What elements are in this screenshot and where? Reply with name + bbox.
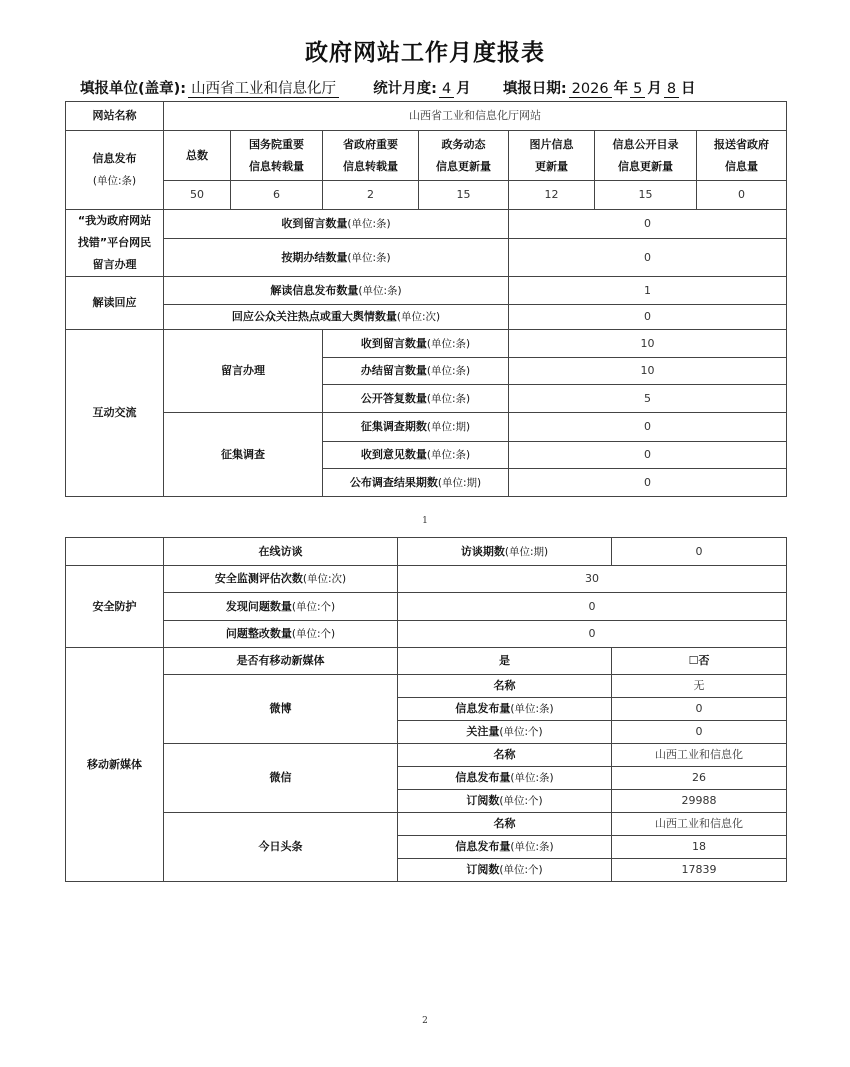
info-value-state-council: 6: [231, 181, 323, 210]
survey-opinions-text: 收到意见数量: [360, 448, 427, 461]
msg-received-text: 收到留言数量: [360, 336, 427, 350]
survey-periods-value: 0: [509, 413, 787, 442]
error-report-label-l1: “我为政府网站: [77, 214, 152, 227]
survey-results-value: 0: [509, 469, 787, 497]
interp-release-text: 解读信息发布数量: [270, 283, 359, 297]
security-found-label: [164, 593, 398, 621]
unit-label: 填报单位(盖章):: [80, 81, 187, 97]
msg-public-value: 5: [509, 385, 787, 413]
wechat-posts-text: 信息发布量: [455, 771, 511, 784]
mobile-media-label: 移动新媒体: [66, 648, 164, 882]
wechat-subs-text: 订阅数: [466, 794, 500, 807]
toutiao-subs-text: 订阅数: [466, 863, 500, 876]
month-value: 4: [439, 81, 454, 98]
has-mobile-no-cell: [612, 648, 787, 675]
survey-label: 征集调查: [164, 413, 323, 497]
wechat-subs-unit: (单位:个): [499, 795, 543, 807]
toutiao-name-value: 山西工业和信息化: [612, 813, 787, 836]
msg-public-unit: (单位:条): [426, 392, 471, 405]
info-col-gov-news: [419, 131, 509, 181]
info-col-5-line1: 信息公开目录: [612, 137, 679, 151]
weibo-followers-value: 0: [612, 721, 787, 744]
page-number-2: 2: [422, 1016, 428, 1026]
security-eval-text: 安全监测评估次数: [214, 572, 303, 585]
site-name-value: 山西省工业和信息化厅网站: [164, 102, 787, 131]
error-received-text: 收到留言数量: [281, 217, 348, 230]
error-received-unit: (单位:条): [347, 218, 391, 230]
wechat-posts-value: 26: [612, 767, 787, 790]
report-header: [80, 79, 780, 99]
toutiao-subs-value: 17839: [612, 859, 787, 882]
checkbox-icon: ☐: [688, 654, 699, 667]
security-fixed-unit: (单位:个): [291, 628, 336, 640]
toutiao-subs-unit: (单位:个): [499, 864, 543, 876]
error-report-label-l3: 留言办理: [92, 258, 137, 271]
error-closed-unit: (单位:条): [347, 251, 391, 264]
wechat-label: 微信: [164, 744, 398, 813]
security-eval-unit: (单位:次): [302, 573, 347, 585]
survey-periods-text: 征集调查期数: [360, 420, 427, 433]
wechat-subs-value: 29988: [612, 790, 787, 813]
wechat-posts-unit: (单位:条): [510, 772, 554, 784]
info-value-total: 50: [164, 181, 231, 210]
info-release-label: 信息发布: [92, 152, 137, 165]
info-value-province: 2: [323, 181, 419, 210]
msg-closed-label: [323, 358, 509, 385]
msg-received-label: [323, 330, 509, 358]
toutiao-posts-text: 信息发布量: [455, 840, 511, 853]
wechat-name-label: 名称: [398, 744, 612, 767]
weibo-name-value: 无: [612, 675, 787, 698]
interaction-label: 互动交流: [66, 330, 164, 497]
interview-periods-label: [398, 538, 612, 566]
report-table-page1: [65, 101, 787, 497]
info-col-3-line2: 信息更新量: [436, 159, 491, 173]
info-col-reported: [697, 131, 787, 181]
weibo-name-label: 名称: [398, 675, 612, 698]
interpretation-label: 解读回应: [66, 277, 164, 330]
survey-results-text: 公布调查结果期数: [349, 475, 438, 489]
info-value-images: 12: [509, 181, 595, 210]
report-table-page2: [65, 537, 787, 882]
error-closed-label: [164, 239, 509, 277]
survey-opinions-value: 0: [509, 442, 787, 469]
weibo-posts-label: [398, 698, 612, 721]
msg-received-unit: (单位:条): [426, 337, 471, 350]
survey-periods-label: [323, 413, 509, 442]
msg-closed-unit: (单位:条): [426, 365, 471, 377]
wechat-subs-label: [398, 790, 612, 813]
error-report-label: [66, 210, 164, 277]
error-closed-value: 0: [509, 239, 787, 277]
toutiao-subs-label: [398, 859, 612, 882]
interp-release-label: [164, 277, 509, 305]
error-report-label-l2: 找错”平台网民: [77, 236, 152, 249]
weibo-posts-unit: (单位:条): [510, 703, 554, 715]
weibo-followers-unit: (单位:个): [499, 726, 543, 738]
msg-received-value: 10: [509, 330, 787, 358]
has-mobile-label: 是否有移动新媒体: [164, 648, 398, 675]
interview-periods-value: 0: [612, 538, 787, 566]
info-value-gov-news: 15: [419, 181, 509, 210]
info-col-2-line1: 省政府重要: [343, 137, 398, 151]
toutiao-name-label: 名称: [398, 813, 612, 836]
info-col-4-line2: 更新量: [535, 159, 568, 173]
interp-response-unit: (单位:次): [396, 311, 441, 323]
weibo-posts-text: 信息发布量: [455, 702, 511, 715]
date-month: 5: [630, 81, 645, 98]
interp-response-value: 0: [509, 305, 787, 330]
info-col-total-label: 总数: [186, 148, 208, 162]
security-eval-label: [164, 566, 398, 593]
survey-opinions-unit: (单位:条): [426, 449, 471, 461]
info-col-province: [323, 131, 419, 181]
date-year: 2026: [569, 81, 612, 98]
toutiao-posts-unit: (单位:条): [510, 841, 554, 853]
msg-public-text: 公开答复数量: [360, 391, 427, 405]
info-col-1-line1: 国务院重要: [249, 137, 304, 151]
error-received-label: [164, 210, 509, 239]
interview-periods-text: 访谈期数: [460, 544, 505, 558]
security-found-text: 发现问题数量: [225, 599, 292, 613]
info-col-2-line2: 信息转载量: [343, 159, 398, 173]
has-mobile-no: 否: [698, 654, 710, 667]
report-title: 政府网站工作月度报表: [305, 39, 545, 66]
toutiao-posts-label: [398, 836, 612, 859]
site-name-label: 网站名称: [66, 102, 164, 131]
info-col-3-line1: 政务动态: [441, 137, 486, 151]
wechat-name-value: 山西工业和信息化: [612, 744, 787, 767]
info-col-5-line2: 信息更新量: [618, 159, 673, 173]
interview-label: 在线访谈: [164, 538, 398, 566]
month-label: 统计月度:: [373, 81, 437, 97]
security-fixed-value: 0: [398, 621, 787, 648]
weibo-followers-label: [398, 721, 612, 744]
toutiao-label: 今日头条: [164, 813, 398, 882]
month-suffix: 月: [456, 81, 471, 97]
survey-results-unit: (单位:期): [437, 476, 482, 489]
error-closed-text: 按期办结数量: [281, 250, 348, 264]
wechat-posts-label: [398, 767, 612, 790]
has-mobile-yes: 是: [398, 648, 612, 675]
info-col-total: [164, 131, 231, 181]
interp-release-value: 1: [509, 277, 787, 305]
survey-opinions-label: [323, 442, 509, 469]
msg-closed-text: 办结留言数量: [360, 364, 427, 377]
survey-periods-unit: (单位:期): [426, 421, 471, 433]
info-col-state-council: [231, 131, 323, 181]
weibo-followers-text: 关注量: [466, 725, 500, 738]
interp-release-unit: (单位:条): [358, 284, 402, 297]
interp-response-label: [164, 305, 509, 330]
interview-blank-cell: [66, 538, 164, 566]
info-col-6-line1: 报送省政府: [714, 137, 769, 151]
security-label: 安全防护: [66, 566, 164, 648]
info-value-reported: 0: [697, 181, 787, 210]
info-col-4-line1: 图片信息: [529, 137, 574, 151]
page-number-1: 1: [422, 516, 428, 526]
info-release-label-cell: [66, 131, 164, 210]
day-suffix: 日: [681, 81, 696, 97]
message-handling-label: 留言办理: [164, 330, 323, 413]
interview-periods-unit: (单位:期): [504, 545, 549, 558]
info-col-images: [509, 131, 595, 181]
info-value-disclosure: 15: [595, 181, 697, 210]
month-suffix-2: 月: [647, 81, 662, 97]
msg-closed-value: 10: [509, 358, 787, 385]
security-fixed-label: [164, 621, 398, 648]
weibo-label: 微博: [164, 675, 398, 744]
date-label: 填报日期:: [502, 81, 567, 97]
info-col-disclosure: [595, 131, 697, 181]
info-col-6-line2: 信息量: [725, 159, 758, 173]
weibo-posts-value: 0: [612, 698, 787, 721]
error-received-value: 0: [509, 210, 787, 239]
interp-response-text: 回应公众关注热点或重大舆情数量: [231, 310, 397, 323]
survey-results-label: [323, 469, 509, 497]
security-found-unit: (单位:个): [291, 600, 336, 613]
year-suffix: 年: [613, 81, 629, 97]
date-day: 8: [664, 81, 679, 98]
msg-public-label: [323, 385, 509, 413]
security-found-value: 0: [398, 593, 787, 621]
toutiao-posts-value: 18: [612, 836, 787, 859]
info-release-unit: (单位:条): [92, 175, 137, 187]
unit-value: 山西省工业和信息化厅: [188, 81, 339, 98]
security-eval-value: 30: [398, 566, 787, 593]
security-fixed-text: 问题整改数量: [225, 627, 292, 640]
info-col-1-line2: 信息转载量: [249, 159, 304, 173]
